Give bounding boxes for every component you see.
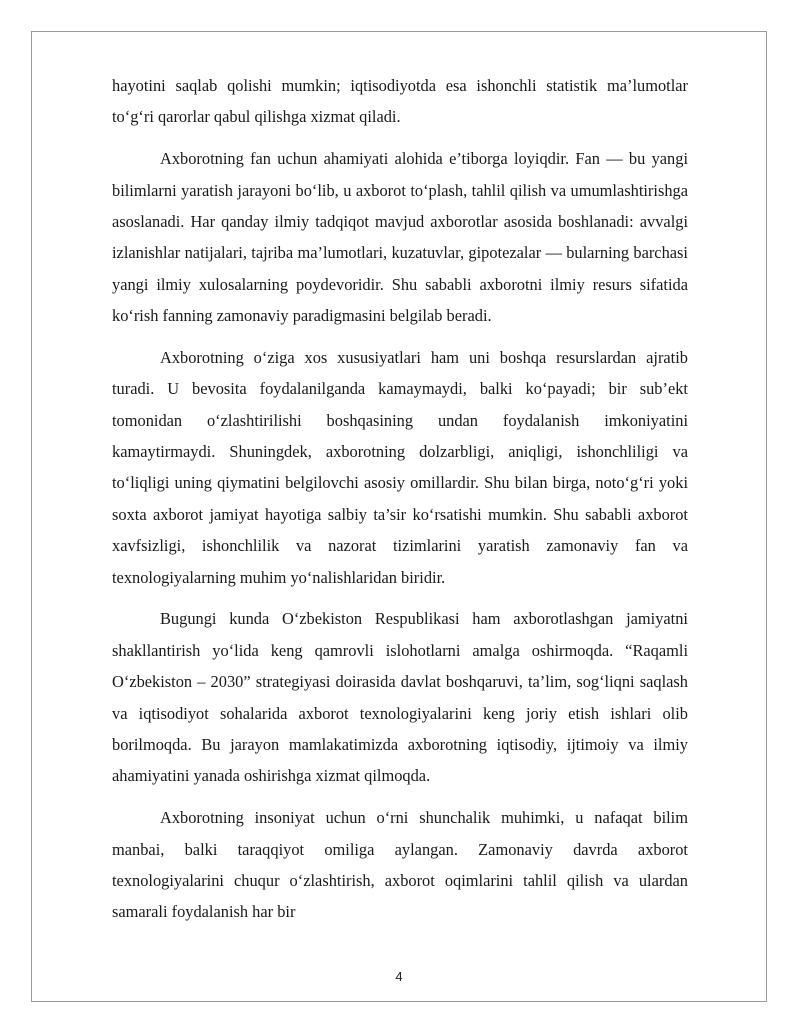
paragraph-role-of-information: Axborotning insoniyat uchun o‘rni shunchalik muhimki, u nafaqat bilim manbai, balki taraqqiyot omiliga aylangan. Zamonaviy davrda axborot texnologiyalarini chuqur o‘zlashtirish, axborot oqimlarini tahlil qilish va ulardan samarali foydalanish har bir (112, 808, 688, 922)
page-body (112, 70, 688, 928)
document-page (31, 31, 767, 1002)
paragraph-science-importance: Axborotning fan uchun ahamiyati alohida e’tiborga loyiqdir. Fan — bu yangi bilimlarni yaratish jarayoni bo‘lib, u axborot to‘plash, tahlil qilish va umumlashtirishga asoslanadi. Har qanday ilmiy tadqiqot mavjud axborotlar asosida boshlanadi: avvalgi izlanishlar natijalari, tajriba ma’lumotlari, kuzatuvlar, gipotezalar — bularning barchasi yangi ilmiy xulosalarning poydevoridir. Shu sababli axborotni ilmiy resurs sifatida ko‘rish fanning zamonaviy paradigmasini belgilab beradi. (112, 149, 688, 326)
paragraph-information-properties: Axborotning o‘ziga xos xususiyatlari ham uni boshqa resurslardan ajratib turadi. U bevosita foydalanilganda kamaymaydi, balki ko‘payadi; bir sub’ekt tomonidan o‘zlashtirilishi boshqasining undan foydalanish imkoniyatini kamaytirmaydi. Shuningdek, axborotning dolzarbligi, aniqligi, ishonchliligi va to‘liqligi uning qiymatini belgilovchi asosiy omillardir. Shu bilan birga, noto‘g‘ri yoki soxta axborot jamiyat hayotiga salbiy ta’sir ko‘rsatishi mumkin. Shu sababli axborot xavfsizligi, ishonchlilik va nazorat tizimlarini yaratish zamonaviy fan va texnologiyalarning muhim yo‘nalishlaridan biridir. (112, 347, 688, 587)
paragraph-uzbekistan-reforms: Bugungi kunda O‘zbekiston Respublikasi ham axborotlashgan jamiyatni shakllantirish yo‘lida keng qamrovli islohotlarni amalga oshirmoqda. “Raqamli O‘zbekiston – 2030” strategiyasi doirasida davlat boshqaruvi, ta’lim, sog‘liqni saqlash va iqtisodiyot sohalarida axborot texnologiyalarini keng joriy etish ishlari olib borilmoqda. Bu jarayon mamlakatimizda axborotning iqtisodiy, ijtimoiy va ilmiy ahamiyatini yanada oshirishga xizmat qilmoqda. (112, 609, 688, 786)
page-number: 4 (395, 969, 403, 984)
paragraph-continuation: hayotini saqlab qolishi mumkin; iqtisodiyotda esa ishonchli statistik ma’lumotlar to‘g‘ri qarorlar qabul qilishga xizmat qiladi. (112, 76, 688, 127)
